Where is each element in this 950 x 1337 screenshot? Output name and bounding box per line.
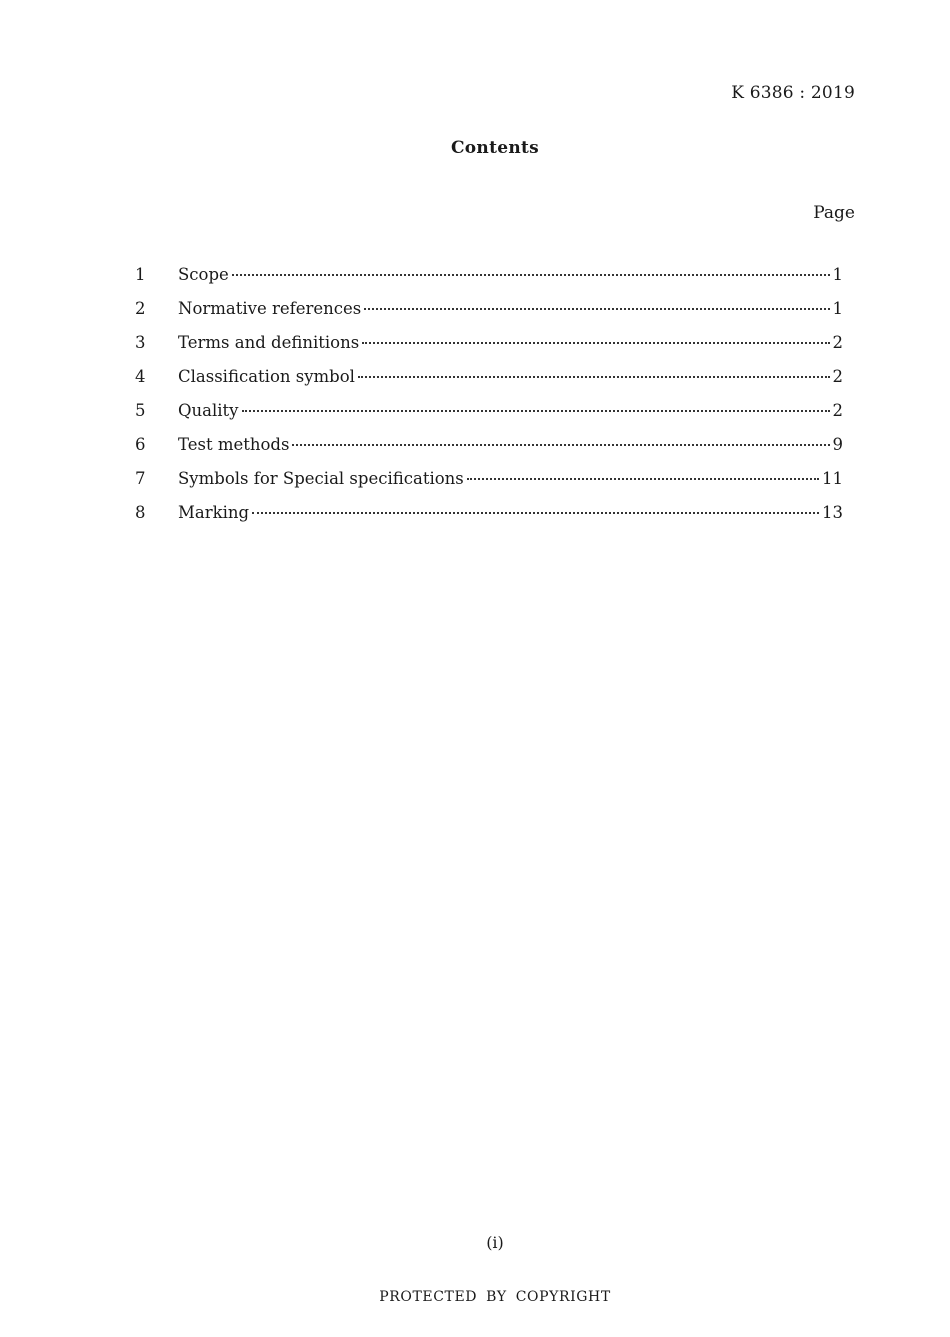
toc-entry-title: Classification symbol <box>178 367 355 386</box>
toc-entry-title: Marking <box>178 503 250 522</box>
toc-entry-number: 8 <box>135 503 146 522</box>
table-of-contents <box>135 265 843 537</box>
toc-entry-page: 2 <box>832 401 843 420</box>
toc-entry-marking[interactable] <box>135 503 843 537</box>
page-folio: (i) <box>486 1233 504 1252</box>
toc-entry-number: 1 <box>135 265 146 284</box>
toc-entry-number: 4 <box>135 367 146 386</box>
toc-entry-page: 1 <box>832 265 843 284</box>
toc-dot-leader <box>364 307 829 310</box>
toc-entry-scope[interactable] <box>135 265 843 299</box>
contents-title: Contents <box>450 138 540 158</box>
toc-entry-quality[interactable] <box>135 401 843 435</box>
toc-entry-page: 11 <box>822 469 843 488</box>
toc-entry-number: 2 <box>135 299 146 318</box>
toc-entry-page: 13 <box>822 503 843 522</box>
toc-entry-terms-and-definitions[interactable] <box>135 333 843 367</box>
toc-entry-test-methods[interactable] <box>135 435 843 469</box>
toc-entry-number: 6 <box>135 435 146 454</box>
toc-entry-title: Terms and definitions <box>178 333 360 352</box>
toc-entry-classification-symbol[interactable] <box>135 367 843 401</box>
toc-entry-number: 3 <box>135 333 146 352</box>
toc-entry-title: Quality <box>178 401 239 420</box>
toc-entry-page: 2 <box>832 367 843 386</box>
toc-entry-page: 2 <box>832 333 843 352</box>
document-id: K 6386 : 2019 <box>731 83 855 103</box>
toc-entry-title: Test methods <box>178 435 290 454</box>
toc-entry-normative-references[interactable] <box>135 299 843 333</box>
toc-dot-leader <box>242 409 830 412</box>
toc-entry-number: 7 <box>135 469 146 488</box>
page-column-label: Page <box>813 203 855 223</box>
toc-entry-number: 5 <box>135 401 146 420</box>
toc-entry-symbols-special-specifications[interactable] <box>135 469 843 503</box>
toc-dot-leader <box>358 375 830 378</box>
toc-dot-leader <box>362 341 829 344</box>
toc-entry-page: 9 <box>832 435 843 454</box>
toc-dot-leader <box>232 273 830 276</box>
toc-entry-title: Symbols for Special specifications <box>178 469 464 488</box>
toc-dot-leader <box>252 511 819 514</box>
toc-entry-title: Normative references <box>178 299 362 318</box>
toc-dot-leader <box>467 477 819 480</box>
toc-entry-title: Scope <box>178 265 229 284</box>
toc-entry-page: 1 <box>832 299 843 318</box>
toc-dot-leader <box>292 443 829 446</box>
copyright-notice: PROTECTED BY COPYRIGHT <box>379 1289 611 1305</box>
